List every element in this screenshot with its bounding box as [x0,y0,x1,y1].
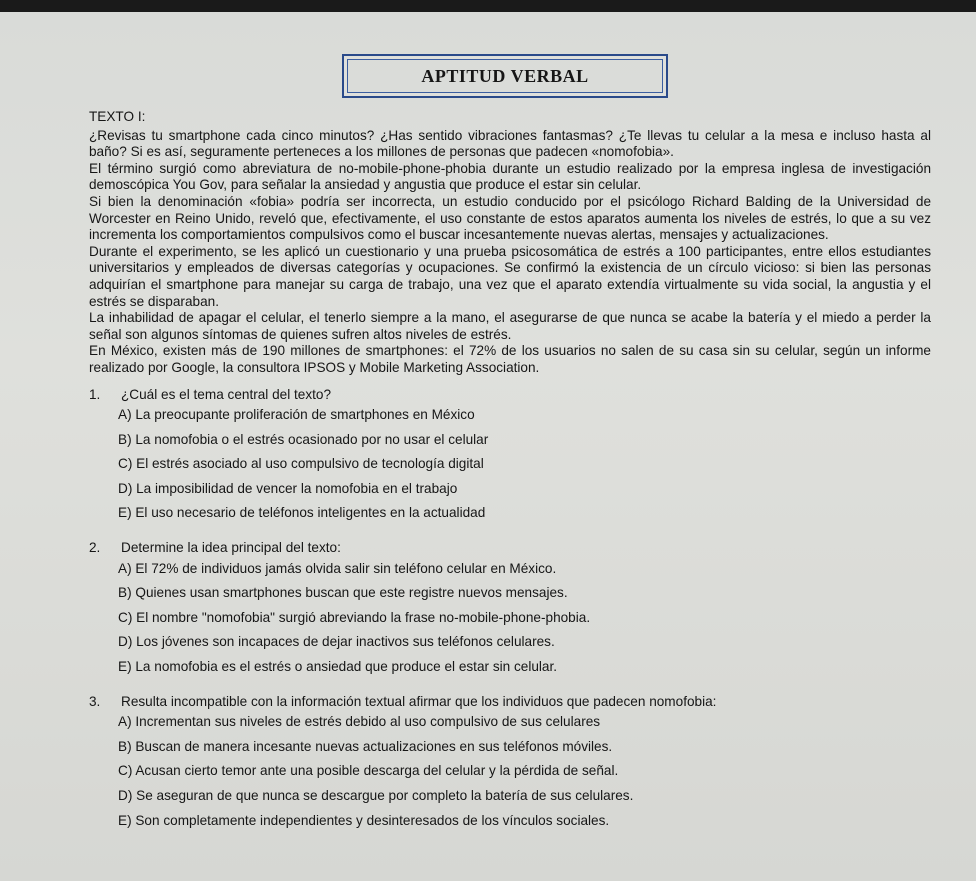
question-3 [89,694,931,830]
question-2 [89,540,931,676]
question-prompt: Resulta incompatible con la información textual afirmar que los individuos que padecen nomofobia: [121,693,717,709]
option-c[interactable]: C) El estrés asociado al uso compulsivo de tecnología digital [118,456,484,472]
option-c[interactable]: C) El nombre "nomofobia" surgió abreviando la frase no-mobile-phone-phobia. [118,609,591,625]
option-c[interactable]: C) Acusan cierto temor ante una posible descarga del celular y la pérdida de señal. [118,763,619,779]
option-a[interactable]: A) La preocupante proliferación de smartphones en México [118,407,475,423]
option-e[interactable]: E) La nomofobia es el estrés o ansiedad que produce el estar sin celular. [118,659,558,675]
option-b[interactable]: B) Buscan de manera incesante nuevas actualizaciones en sus teléfonos móviles. [118,738,613,754]
paragraph-4: Durante el experimento, se les aplicó un cuestionario y una prueba psicosomática de estrés a 100 participantes, entre ellos estudiantes universitarios y empleados de diversas categorías y ocupaciones. Se confirmó la existencia de un círculo vicioso: si bien las personas adquirían el smartphone para manejar su carga de trabajo, una vez que el aparato extendía virtualmente su vida social, la angustia y el estrés se disparaban. [89,243,931,309]
option-d[interactable]: D) Los jóvenes son incapaces de dejar inactivos sus teléfonos celulares. [118,634,555,650]
option-b[interactable]: B) Quienes usan smartphones buscan que este registre nuevos mensajes. [118,585,568,601]
question-prompt: ¿Cuál es el tema central del texto? [121,386,332,402]
question-1 [89,387,931,523]
option-e[interactable]: E) El uso necesario de teléfonos inteligentes en la actualidad [118,505,486,521]
paragraph-6: En México, existen más de 190 millones de smartphones: el 72% de los usuarios no salen de su casa sin su celular, según un informe realizado por Google, la consultora IPSOS y Mobile Marketing Association. [89,343,931,375]
question-number: 3. [89,693,101,709]
question-number: 1. [89,386,101,402]
option-d[interactable]: D) La imposibilidad de vencer la nomofobia en el trabajo [118,480,458,496]
page-title: APTITUD VERBAL [421,65,589,86]
option-a[interactable]: A) El 72% de individuos jamás olvida salir sin teléfono celular en México. [118,560,557,576]
worksheet-page [0,12,976,881]
question-prompt: Determine la idea principal del texto: [121,540,341,556]
paragraph-2: El término surgió como abreviatura de no-mobile-phone-phobia durante un estudio realizado por la empresa inglesa de investigación demoscópica You Gov, para señalar la ansiedad y angustia que produce el estar sin celular. [89,160,931,193]
paragraph-3: Si bien la denominación «fobia» podría ser incorrecta, un estudio conducido por el psicólogo Richard Balding de la Universidad de Worcester en Reino Unido, reveló que, efectivamente, el uso constante de estos aparatos aumenta los niveles de estrés, lo que a su vez incrementa los comportamientos compulsivos como el buscar incesantemente nuevas alertas, mensajes y actualizaciones. [89,193,931,243]
option-b[interactable]: B) La nomofobia o el estrés ocasionado por no usar el celular [118,431,489,447]
title-box [342,54,668,98]
paragraph-1: ¿Revisas tu smartphone cada cinco minutos? ¿Has sentido vibraciones fantasmas? ¿Te llevas tu celular a la mesa e incluso hasta al baño? Si es así, seguramente perteneces a los millones de personas que padecen «nomofobia». [89,127,931,160]
option-e[interactable]: E) Son completamente independientes y desinteresados de los vínculos sociales. [118,812,610,828]
paragraph-5: La inhabilidad de apagar el celular, el tenerlo siempre a la mano, el asegurarse de que nunca se acabe la batería y el miedo a perder la señal son algunos síntomas de quienes sufren altos niveles de estrés. [89,310,931,342]
content-area [89,109,931,837]
question-number: 2. [89,540,101,556]
option-d[interactable]: D) Se aseguran de que nunca se descargue por completo la batería de sus celulares. [118,788,634,803]
text-label: TEXTO I: [89,109,146,124]
option-a[interactable]: A) Incrementan sus niveles de estrés debido al uso compulsivo de sus celulares [118,714,601,730]
